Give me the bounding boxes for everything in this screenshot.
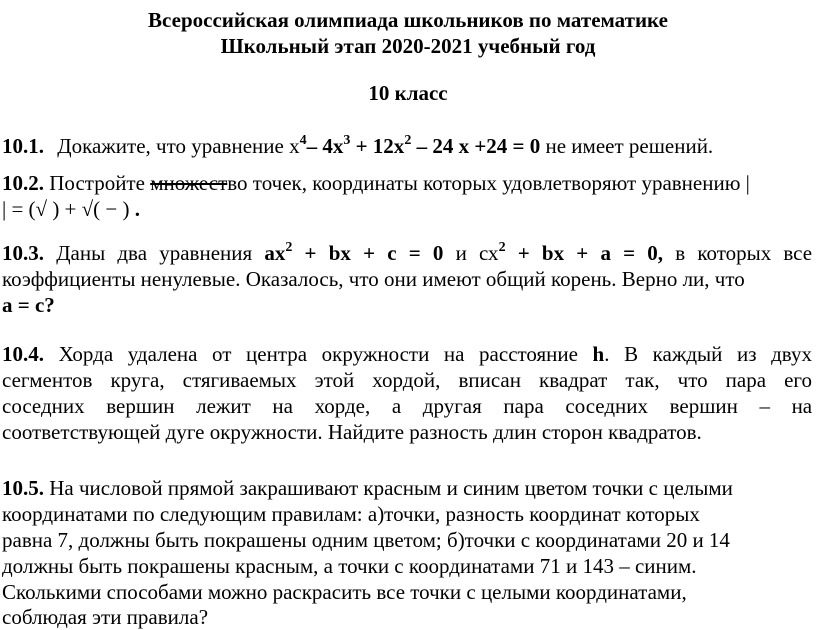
problem-10-3-line3: а = с? — [2, 293, 55, 317]
problem-10-5-line3: равна 7, должны быть покрашены одним цветом; б)точки с координатами 20 и 14 — [2, 528, 730, 552]
doc-title-line2: Школьный этап 2020-2021 учебный год — [220, 34, 596, 58]
word: стягиваемых — [182, 368, 297, 392]
word: вершин — [669, 394, 738, 418]
operator: + — [363, 241, 376, 265]
word: двух — [771, 342, 812, 366]
equation-part: – 24 х +24 = 0 — [411, 134, 541, 158]
equation-part: ax — [264, 241, 286, 265]
word: круга, — [110, 368, 165, 392]
word: от — [212, 342, 232, 366]
equation-part: c — [387, 241, 397, 265]
word: удалена — [127, 342, 198, 366]
word: которых — [697, 241, 772, 265]
problem-10-5-line5: Сколькими способами можно раскрасить все точки с целыми координатами, — [2, 580, 687, 604]
operator: = — [408, 241, 421, 265]
problem-10-2-line2 — [2, 196, 140, 222]
word: квадрат — [539, 368, 608, 392]
word: расстояние — [479, 342, 578, 366]
equation-part: bx — [541, 241, 565, 265]
problem-10-5-line2: координатами по следующим правилам: а)точки, разность координат которых — [2, 502, 700, 526]
problem-10-3-line2: коэффициенты ненулевые. Оказалось, что они имеют общий корень. Верно ли, что — [2, 267, 745, 291]
problem-text: Докажите, что уравнение х — [57, 134, 300, 158]
problem-10-4-line1 — [2, 341, 812, 367]
word: пара — [725, 368, 767, 392]
word: Хорда — [58, 342, 114, 366]
problem-number: 10.4. — [2, 342, 44, 366]
word: . В — [604, 342, 639, 366]
equation-part: 0, — [647, 241, 664, 265]
exponent: 2 — [404, 133, 412, 148]
equation-part: сх — [479, 241, 499, 265]
problem-text: Постройте — [44, 171, 151, 195]
operator: + — [576, 241, 589, 265]
struck-text: множест — [150, 171, 228, 195]
word: хордой, — [372, 368, 441, 392]
word: соседних — [2, 394, 85, 418]
word: в — [675, 241, 686, 265]
problem-10-4-line4: соответствующей дуге окружности. Найдите разность длин сторон квадратов. — [2, 420, 702, 444]
word: и — [455, 241, 467, 265]
equation-text: | = (√ ) + √( − ) — [2, 197, 130, 221]
word: на — [791, 394, 813, 418]
word: другая — [422, 394, 482, 418]
equation-part: a — [600, 241, 611, 265]
problem-number: 10.5. — [2, 476, 44, 500]
operator: = — [623, 241, 636, 265]
problem-10-5-line6: соблюдая эти правила? — [2, 605, 209, 629]
word: на — [443, 342, 465, 366]
word: вершин — [106, 394, 175, 418]
word: соседних — [565, 394, 649, 418]
word: два — [117, 241, 148, 265]
problem-text: На числовой прямой закрашивают красным и синим цветом точки с целыми — [44, 476, 733, 500]
problem-text: во точек, координаты которых удовлетворяют уравнению | — [227, 171, 750, 195]
problem-10-3-line1 — [2, 240, 812, 266]
word: все — [783, 241, 813, 265]
word: пара — [503, 394, 544, 418]
word: центра — [246, 342, 308, 366]
equation-part: – 4х — [306, 134, 344, 158]
equation-part: + 12х — [350, 134, 405, 158]
doc-title-line1: Всероссийская олимпиада школьников по математике — [148, 8, 668, 32]
problem-10-4-line2 — [2, 367, 812, 393]
word: сегментов — [2, 368, 93, 392]
problem-number: 10.1. — [2, 134, 44, 158]
variable-h: h — [592, 342, 605, 366]
word: каждый — [652, 342, 723, 366]
word: так, — [625, 368, 660, 392]
word: на — [272, 394, 293, 418]
operator: + — [304, 241, 317, 265]
operator: + — [517, 241, 530, 265]
exponent: 2 — [285, 240, 293, 255]
problem-number: 10.2. — [2, 171, 44, 195]
word: уравнения — [159, 241, 253, 265]
equation-part: bx — [328, 241, 351, 265]
problem-10-5-line1 — [2, 475, 733, 501]
word: лежит — [196, 394, 251, 418]
problem-10-4-line3 — [2, 393, 812, 419]
exponent: 3 — [343, 133, 351, 148]
exponent: 2 — [498, 240, 506, 255]
equation-dot: . — [129, 197, 141, 221]
word: этой — [314, 368, 355, 392]
equation-part: 0 — [432, 241, 444, 265]
grade-heading: 10 класс — [368, 81, 448, 105]
exponent: 4 — [299, 133, 307, 148]
word: окружности — [321, 342, 430, 366]
problem-10-5-line4: должны быть покрашены красным, а точки с координатами 71 и 143 – синим. — [2, 554, 697, 578]
word: вписан — [458, 368, 521, 392]
problem-number: 10.3. — [2, 241, 44, 265]
problem-10-1 — [2, 133, 713, 159]
word: его — [784, 368, 813, 392]
word: – — [759, 394, 770, 418]
word: Даны — [56, 241, 106, 265]
word: хорде, — [314, 394, 371, 418]
word: что — [677, 368, 708, 392]
word: а — [391, 394, 402, 418]
problem-text: не имеет решений. — [540, 134, 714, 158]
problem-10-2-line1 — [2, 170, 750, 196]
word: из — [736, 342, 757, 366]
